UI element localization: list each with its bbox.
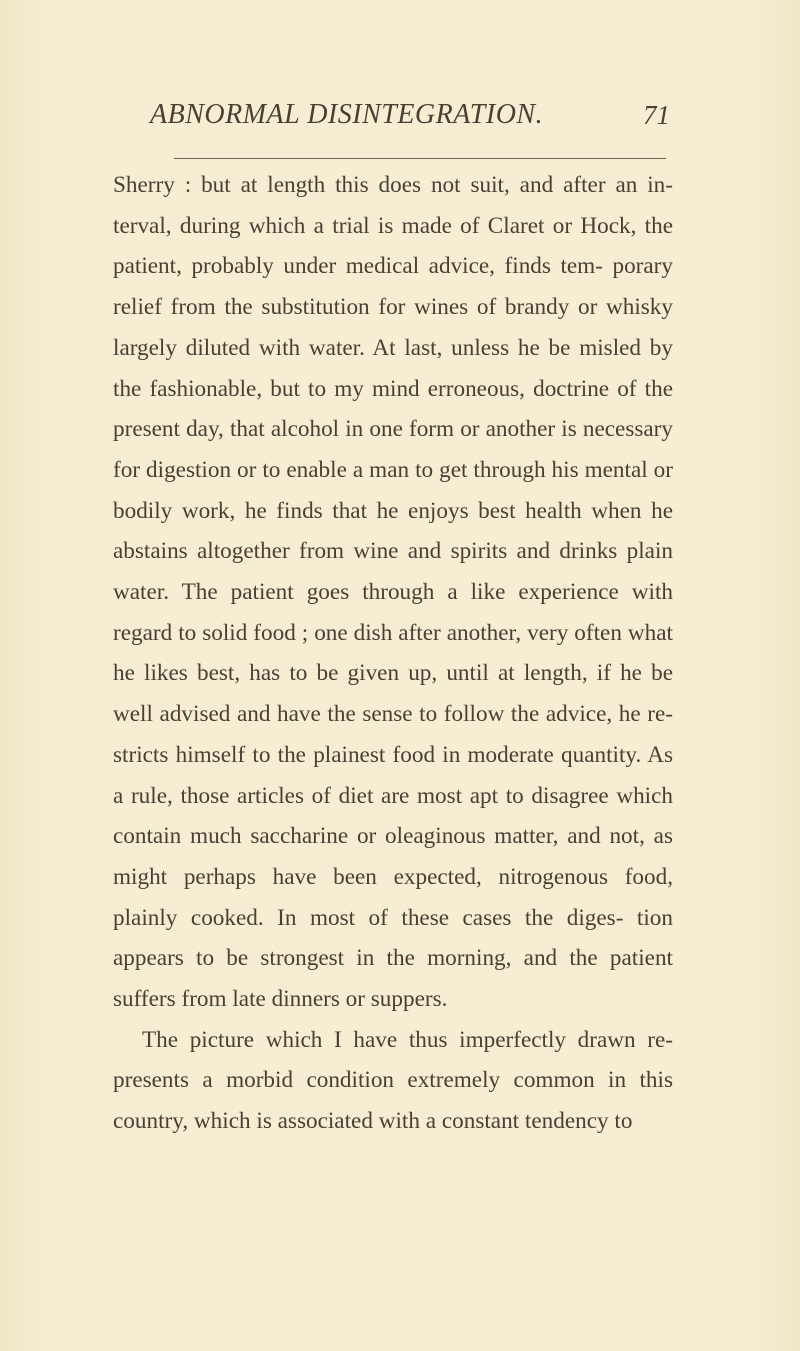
header-rule	[174, 158, 666, 159]
body-text	[113, 165, 673, 1142]
running-head	[0, 99, 800, 139]
running-head-title: ABNORMAL DISINTEGRATION.	[150, 99, 544, 130]
paragraph-continued: Sherry : but at length this does not suit, and after an in- terval, during which a trial is made of Claret or Hock, the patient, probably under medical advice, finds tem- porary relief from the substitution for wines of brandy or whisky largely diluted with water. At last, unless he be misled by the fashionable, but to my mind erroneous, doctrine of the present day, that alcohol in one form or another is necessary for digestion or to enable a man to get through his mental or bodily work, he finds that he enjoys best health when he abstains altogether from wine and spirits and drinks plain water. The patient goes through a like experience with regard to solid food ; one dish after another, very often what he likes best, has to be given up, until at length, if he be well advised and have the sense to follow the advice, he re- stricts himself to the plainest food in moderate quantity. As a rule, those articles of diet are most apt to disagree which contain much saccharine or oleaginous matter, and not, as might perhaps have been expected, nitrogenous food, plainly cooked. In most of these cases the diges- tion appears to be strongest in the morning, and the patient suffers from late dinners or suppers.	[113, 172, 673, 1013]
paragraph-new: The picture which I have thus imperfectly drawn re- presents a morbid condition extremely common in this country, which is associated with a constant tendency to	[113, 1026, 673, 1135]
page-number: 71	[643, 100, 670, 130]
